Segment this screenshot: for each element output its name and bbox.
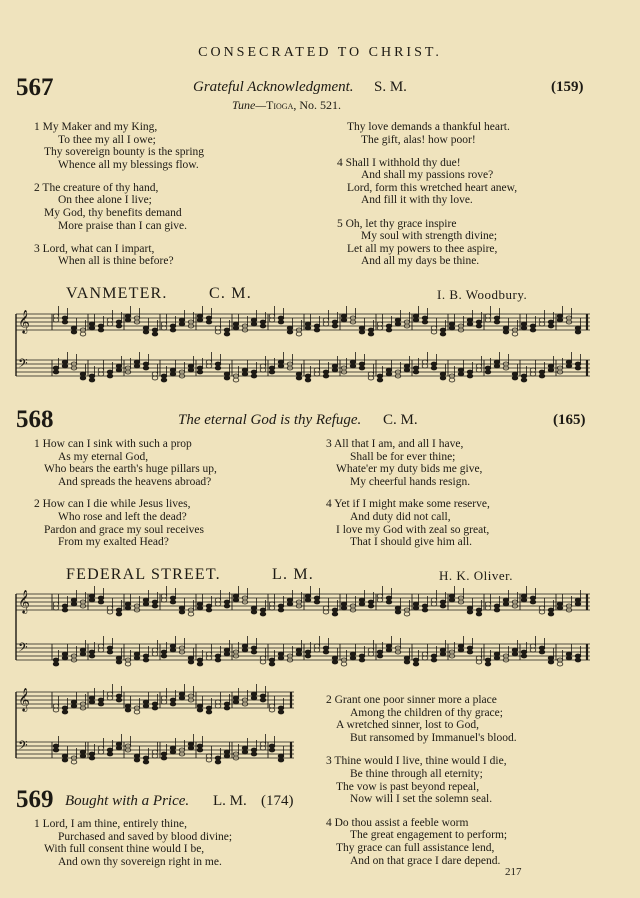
verse-line: 4 Shall I withhold thy due! [337, 156, 461, 169]
verse-line: And duty did not call, [350, 510, 451, 523]
verse-stanza [326, 438, 490, 488]
verse-line: My God, thy benefits demand [44, 207, 182, 220]
verse-line: I love my God with zeal so great, [336, 523, 490, 536]
verse-line: As my eternal God, [58, 450, 149, 463]
tune-name-federal-street: FEDERAL STREET. [66, 566, 221, 583]
verse-stanza [326, 755, 517, 805]
music-score-vanmeter [14, 306, 594, 388]
verse-line: Let all my powers to thee aspire, [347, 242, 498, 255]
hymn-number-569: 569 [16, 786, 54, 813]
verse-line: Among the children of thy grace; [350, 706, 503, 719]
hymn-meter-568: C. M. [383, 412, 418, 428]
verse-stanza [34, 182, 204, 232]
tune-meter-vanmeter: C. M. [209, 285, 252, 302]
verse-stanza [34, 498, 217, 548]
verse-line: The vow is past beyond repeal, [336, 780, 480, 793]
hymn-title-567: Grateful Acknowledgment. [193, 79, 354, 95]
tune-name-vanmeter: VANMETER. [66, 285, 168, 302]
music-score-federal-street-1 [14, 588, 594, 676]
verse-line: And fill it with thy love. [361, 194, 473, 207]
tune-reference-567 [232, 98, 341, 113]
verse-line: And spreads the heavens abroad? [58, 475, 212, 488]
svg-text:𝄢: 𝄢 [18, 738, 28, 756]
verse-line: From my exalted Head? [58, 536, 169, 549]
verse-line: 2 How can I die while Jesus lives, [34, 498, 191, 511]
verse-line: 3 All that I am, and all I have, [326, 438, 464, 450]
treble-staff [16, 306, 590, 336]
svg-text:𝄢: 𝄢 [18, 640, 28, 658]
tune-number-ref: , No. 521. [293, 98, 342, 112]
verse-stanza [337, 218, 517, 268]
verses-568-left [34, 438, 217, 549]
verse-stanza [326, 817, 517, 867]
verse-line: 1 My Maker and my King, [34, 121, 158, 133]
verse-stanza [326, 498, 490, 548]
verse-line: The great engagement to perform; [350, 829, 508, 842]
hymn-ref-568: (165) [553, 412, 586, 428]
verse-stanza [34, 818, 232, 868]
verse-line: And on that grace I dare depend. [350, 854, 501, 867]
verse-line: The gift, alas! how poor! [361, 133, 476, 146]
verse-line: On thee alone I live; [58, 194, 152, 207]
bass-staff [16, 352, 590, 382]
verses-567-right [337, 121, 517, 268]
tune-meter-federal-street: L. M. [272, 566, 314, 583]
verse-line: 2 The creature of thy hand, [34, 181, 159, 194]
hymn-title-569: Bought with a Price. [65, 793, 190, 809]
verse-line: 3 Thine would I live, thine would I die, [326, 755, 507, 768]
verses-569-left [34, 818, 232, 868]
verses-568-right [326, 438, 490, 549]
running-head: CONSECRATED TO CHRIST. [198, 45, 442, 60]
verse-line: Whate'er my duty bids me give, [336, 463, 483, 476]
verse-line: And shall my passions rove? [361, 169, 494, 182]
verse-line: Shall be for ever thine; [350, 450, 456, 463]
bass-staff [16, 636, 590, 666]
verse-line: 5 Oh, let thy grace inspire [337, 217, 457, 230]
hymn-meter-569: L. M. [213, 793, 247, 809]
verse-line: A wretched sinner, lost to God, [336, 719, 479, 732]
verse-line: Thy sovereign bounty is the spring [44, 146, 205, 159]
verses-567-left [34, 121, 204, 268]
verse-line: My soul with strength divine; [361, 230, 498, 243]
verse-line: Pardon and grace my soul receives [44, 523, 204, 536]
tune-composer-vanmeter: I. B. Woodbury. [437, 287, 528, 302]
verse-line: Purchased and saved by blood divine; [58, 830, 233, 843]
verse-line: Thy grace can full assistance lend, [336, 841, 495, 854]
verse-line: More praise than I can give. [58, 219, 188, 232]
verse-line: Thy love demands a thankful heart. [347, 121, 510, 133]
verse-line: 1 Lord, I am thine, entirely thine, [34, 818, 187, 830]
svg-text:𝄞: 𝄞 [18, 687, 30, 711]
verse-line: And own thy sovereign right in me. [58, 855, 222, 868]
treble-staff [16, 684, 294, 714]
verse-line: And all my days be thine. [361, 255, 480, 268]
verse-line: Who rose and left the dead? [58, 510, 187, 523]
verse-line: With full consent thine would I be, [44, 843, 205, 856]
verses-569-right [326, 694, 517, 867]
svg-text:𝄞: 𝄞 [18, 589, 30, 613]
verse-line: 3 Lord, what can I impart, [34, 242, 155, 255]
verse-stanza [337, 157, 517, 207]
hymn-title-568: The eternal God is thy Refuge. [178, 412, 362, 428]
verse-line: When all is thine before? [58, 255, 174, 268]
hymn-ref-567: (159) [551, 79, 584, 95]
music-score-federal-street-2 [14, 684, 299, 774]
verse-line: Be thine through all eternity; [350, 767, 483, 780]
verse-line: 1 How can I sink with such a prop [34, 438, 192, 450]
verse-line: Now will I set the solemn seal. [350, 793, 493, 806]
verse-line: Whence all my blessings flow. [58, 158, 199, 171]
verse-line: 2 Grant one poor sinner more a place [326, 694, 497, 706]
verse-line: Lord, form this wretched heart anew, [347, 181, 518, 194]
verse-line: 4 Do thou assist a feeble worm [326, 816, 469, 829]
verse-stanza [326, 694, 517, 744]
verse-stanza [337, 121, 517, 146]
bass-staff [16, 734, 294, 764]
verse-stanza [34, 438, 217, 488]
svg-text:𝄢: 𝄢 [18, 356, 28, 374]
hymn-number-568: 568 [16, 406, 54, 433]
verse-line: That I should give him all. [350, 536, 473, 549]
hymn-meter-567: S. M. [374, 79, 407, 95]
tune-prefix: Tune— [232, 98, 267, 112]
verse-line: Who bears the earth's huge pillars up, [44, 463, 217, 476]
verse-line: But ransomed by Immanuel's blood. [350, 731, 517, 744]
treble-staff [16, 586, 590, 616]
hymn-ref-569: (174) [261, 793, 294, 809]
page-number: 217 [505, 866, 522, 878]
tune-composer-federal-street: H. K. Oliver. [439, 568, 514, 583]
verse-line: My cheerful hands resign. [350, 475, 471, 488]
verse-line: 4 Yet if I might make some reserve, [326, 498, 490, 511]
hymn-number-567: 567 [16, 74, 54, 101]
verse-line: To thee my all I owe; [58, 133, 156, 146]
svg-text:𝄞: 𝄞 [18, 309, 30, 333]
tune-name-ref: Tioga [266, 98, 294, 112]
verse-stanza [34, 243, 204, 268]
verse-stanza [34, 121, 204, 171]
